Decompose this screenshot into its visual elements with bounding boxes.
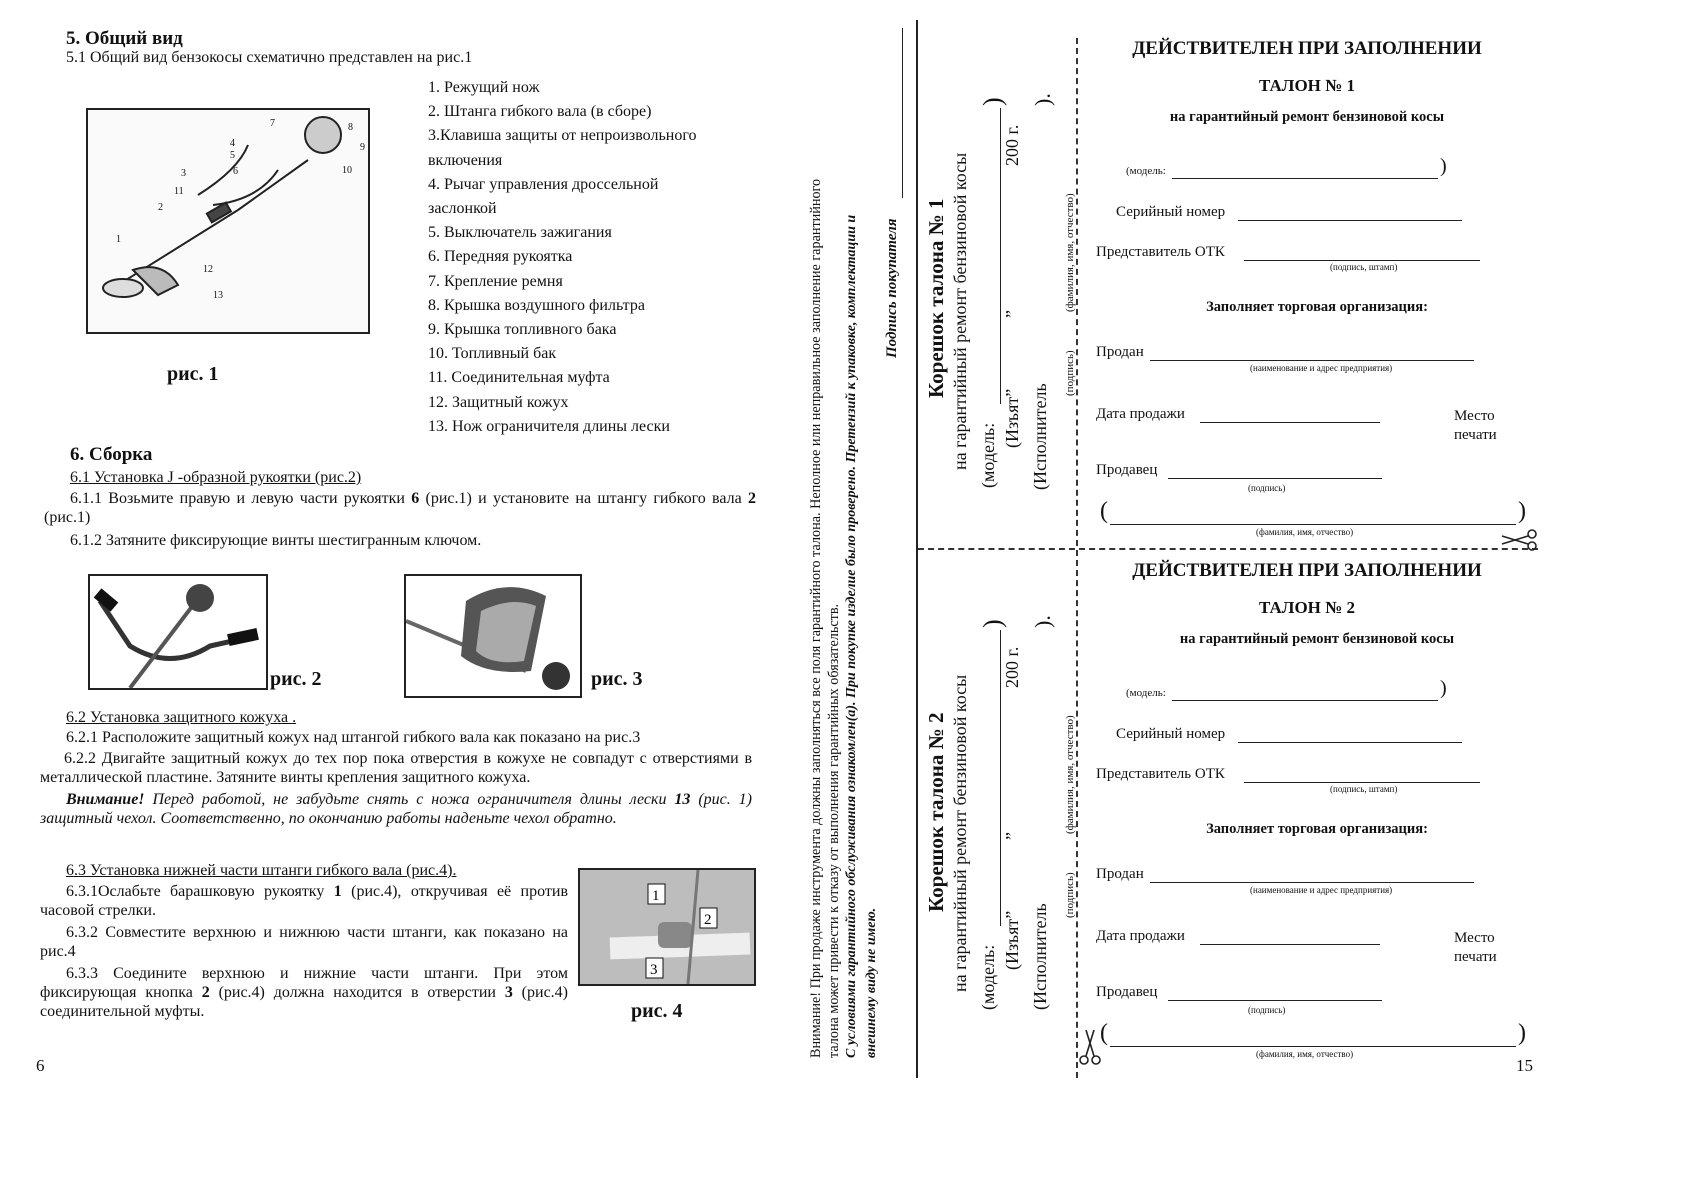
figure-4 — [578, 868, 756, 986]
coupon2-sold-label: Продан — [1096, 866, 1144, 882]
brushcutter-diagram — [88, 110, 368, 332]
stub1-model-label: (модель: — [978, 422, 998, 488]
notice-line-2: талона может привести к отказу от выполнения гарантийных обязательств. — [826, 603, 842, 1058]
scissors-icon — [1078, 1028, 1102, 1068]
stub1-executor: (Исполнитель — [1030, 383, 1050, 490]
coupon2-seller-label: Продавец — [1096, 984, 1158, 1000]
coupon2-fio-line — [1110, 1046, 1516, 1047]
stub1-title: Корешок талона № 1 — [924, 198, 948, 398]
paragraph-631: 6.3.1Ослабьте барашковую рукоятку 1 (рис.4), откручивая её против часовой стрелки. — [40, 883, 568, 919]
coupon1-model-close: ) — [1440, 155, 1447, 177]
coupon2-model-close: ) — [1440, 677, 1447, 699]
paragraph-633: 6.3.3 Соедините верхнюю и нижние части штанги. При этом фиксирующая кнопка 2 (рис.4) должна находится в отверстии 3 (рис.4) соединительной муфты. — [40, 965, 568, 1020]
stub1-name-hint: (фамилия, имя, отчество) — [1064, 193, 1076, 312]
coupon2-sold-hint: (наименование и адрес предприятия) — [1250, 885, 1393, 895]
list-item: 2. Штанга гибкого вала (в сборе) — [428, 103, 652, 121]
figure-2-caption: рис. 2 — [270, 668, 322, 690]
callout-10: 10 — [342, 165, 352, 176]
coupon-2 — [1080, 522, 1550, 1082]
section62-title: 6.2 Установка защитного кожуха . — [66, 709, 297, 726]
coupon1-fio-hint: (фамилия, имя, отчество) — [1256, 527, 1354, 537]
page-number-right: 15 — [1516, 1056, 1533, 1075]
coupon2-trade: Заполняет торговая организация: — [1206, 821, 1428, 837]
list-item: 4. Рычаг управления дроссельной — [428, 175, 659, 193]
callout-2: 2 — [158, 202, 163, 213]
callout-7: 7 — [270, 118, 275, 129]
coupon1-seller-label: Продавец — [1096, 462, 1158, 478]
coupon2-talon: ТАЛОН № 2 — [1259, 598, 1355, 617]
callout-13: 13 — [213, 290, 223, 301]
warning-paragraph: Внимание! Перед работой, не забудьте снять с ножа ограничителя длины лески 13 (рис. 1) защитный чехол. Соответственно, по окончанию работы наденьте чехол обратно. — [40, 791, 753, 827]
coupon1-seller-line — [1168, 478, 1382, 479]
callout-6: 6 — [233, 166, 238, 177]
guard-photo — [406, 576, 580, 696]
coupon1-model-line — [1172, 178, 1438, 179]
coupon2-otk-line — [1244, 782, 1480, 783]
figure-3-caption: рис. 3 — [591, 668, 643, 690]
callout-4: 4 — [230, 138, 235, 149]
stub2-sign-hint: (подпись) — [1064, 872, 1076, 918]
callout-3: 3 — [181, 168, 186, 179]
coupon1-sold-label: Продан — [1096, 344, 1144, 360]
stub1-subtitle: на гарантийный ремонт бензиновой косы — [950, 152, 970, 470]
coupon1-sold-line — [1150, 360, 1474, 361]
stub2-exec-close: ). — [1030, 615, 1055, 628]
stub1-year: 200 г. — [1002, 124, 1022, 166]
list-item: 10. Топливный бак — [428, 345, 557, 363]
notice-line-1: Внимание! При продаже инструмента должны заполняться все поля гарантийного талона. Неполное или неправильное заполнение гарантийного — [808, 178, 824, 1058]
stub1-quote: ” — [1002, 310, 1022, 318]
stub2-taken: (Изъят” — [1002, 910, 1022, 970]
stub1-taken: (Изъят” — [1002, 388, 1022, 448]
list-item: 11. Соединительная муфта — [428, 369, 610, 387]
coupon1-sold-hint: (наименование и адрес предприятия) — [1250, 363, 1393, 373]
stub1-model-close: ) — [978, 97, 1007, 106]
coupon1-serial-line — [1238, 220, 1462, 221]
stub2-subtitle: на гарантийный ремонт бензиновой косы — [950, 674, 970, 992]
coupon1-fio-close: ) — [1518, 498, 1526, 524]
coupon2-purpose: на гарантийный ремонт бензиновой косы — [1179, 631, 1455, 647]
figure-2 — [88, 574, 268, 690]
list-item: 13. Нож ограничителя длины лески — [428, 417, 670, 435]
list-item: 12. Защитный кожух — [428, 393, 569, 411]
callout-9: 9 — [360, 142, 365, 153]
handle-photo — [90, 576, 266, 688]
fig4-label-2: 2 — [704, 912, 712, 928]
coupon2-date-line — [1200, 944, 1380, 945]
list-item: 6. Передняя рукоятка — [428, 248, 573, 266]
coupon2-fio-open: ( — [1100, 1020, 1108, 1046]
stub2-title: Корешок талона № 2 — [924, 712, 948, 912]
stub2-model-label: (модель: — [978, 944, 998, 1010]
fig4-label-1: 1 — [652, 888, 660, 904]
coupon2-model-label: (модель: — [1126, 687, 1166, 699]
coupon1-talon: ТАЛОН № 1 — [1259, 76, 1355, 95]
coupon2-sold-line — [1150, 882, 1474, 883]
cut-line-vertical — [1076, 38, 1078, 1078]
stub2-model-line — [1000, 630, 1001, 926]
list-item: включения — [428, 151, 503, 169]
paragraph-632: 6.3.2 Совместите верхнюю и нижнюю части штанги, как показано на рис.4 — [40, 924, 568, 960]
callout-5: 5 — [230, 150, 235, 161]
coupon1-otk-line — [1244, 260, 1480, 261]
coupon1-serial-label: Серийный номер — [1116, 204, 1226, 220]
coupon2-seller-line — [1168, 1000, 1382, 1001]
paragraph-622: 6.2.2 Двигайте защитный кожух до тех пор пока отверстия в кожухе не совпадут с отверстиями в металлической пластине. Затяните винты крепления защитного кожуха. — [40, 750, 752, 786]
paragraph-611: 6.1.1 Возьмите правую и левую части рукоятки 6 (рис.1) и установите на штангу гибкого вала 2 (рис.1) — [44, 490, 756, 526]
callout-11: 11 — [174, 186, 184, 197]
list-item: 1. Режущий нож — [428, 79, 540, 96]
list-item: 9. Крышка топливного бака — [428, 321, 617, 339]
figure-1 — [86, 108, 370, 334]
buyer-signature-label: Подпись покупателя — [884, 218, 900, 358]
list-item: заслонкой — [428, 200, 497, 218]
coupon1-stamp1: Место — [1454, 408, 1495, 424]
coupon1-otk-hint: (подпись, штамп) — [1330, 262, 1398, 272]
list-item: 3.Клавиша защиты от непроизвольного — [428, 127, 697, 145]
paragraph-612: 6.1.2 Затяните фиксирующие винты шестигранным ключом. — [70, 532, 482, 549]
coupon2-seller-hint: (подпись) — [1248, 1005, 1286, 1015]
list-item: 7. Крепление ремня — [428, 272, 563, 290]
section5-intro: 5.1 Общий вид бензокосы схематично представлен на рис.1 — [66, 49, 473, 66]
callout-8: 8 — [348, 122, 353, 133]
list-item: 8. Крышка воздушного фильтра — [428, 296, 645, 314]
notice-line-3: С условиями гарантийного обслуживания ознакомлен(а). При покупке изделие было проверено. Претензий к упаковке, комплектации и — [844, 214, 859, 1058]
coupon2-valid: ДЕЙСТВИТЕЛЕН ПРИ ЗАПОЛНЕНИИ — [1132, 560, 1482, 581]
section6-title: 6. Сборка — [70, 444, 153, 465]
parts-list — [428, 76, 768, 439]
coupon1-fio-open: ( — [1100, 498, 1108, 524]
section61-title: 6.1 Установка J -образной рукоятки (рис.2) — [70, 469, 362, 486]
stub2-quote: ” — [1002, 832, 1022, 840]
coupon1-otk-label: Представитель ОТК — [1096, 244, 1225, 260]
coupon2-fio-hint: (фамилия, имя, отчество) — [1256, 1049, 1354, 1059]
fig4-label-3: 3 — [650, 962, 658, 978]
stub1-sign-hint: (подпись) — [1064, 350, 1076, 396]
figure-3 — [404, 574, 582, 698]
coupon1-date-label: Дата продажи — [1096, 406, 1185, 422]
coupon1-valid: ДЕЙСТВИТЕЛЕН ПРИ ЗАПОЛНЕНИИ — [1132, 38, 1482, 59]
coupon2-serial-line — [1238, 742, 1462, 743]
coupon2-date-label: Дата продажи — [1096, 928, 1185, 944]
coupon2-stamp2: печати — [1454, 949, 1497, 965]
coupon1-trade: Заполняет торговая организация: — [1206, 299, 1428, 315]
section63-title: 6.3 Установка нижней части штанги гибкого вала (рис.4). — [66, 862, 457, 879]
coupon1-seller-hint: (подпись) — [1248, 483, 1286, 493]
stub2-year: 200 г. — [1002, 646, 1022, 688]
coupon1-model-label: (модель: — [1126, 165, 1166, 177]
coupon2-fio-close: ) — [1518, 1020, 1526, 1046]
coupon1-date-line — [1200, 422, 1380, 423]
shaft-photo — [580, 870, 754, 984]
stub1-exec-close: ). — [1030, 93, 1055, 106]
coupon2-otk-label: Представитель ОТК — [1096, 766, 1225, 782]
coupon1-purpose: на гарантийный ремонт бензиновой косы — [1169, 109, 1445, 125]
section5-title: 5. Общий вид — [66, 28, 183, 49]
buyer-signature-line — [902, 28, 903, 198]
list-item: 5. Выключатель зажигания — [428, 224, 612, 242]
coupon2-stamp1: Место — [1454, 930, 1495, 946]
stub2-name-hint: (фамилия, имя, отчество) — [1064, 715, 1076, 834]
stub2-executor: (Исполнитель — [1030, 903, 1050, 1010]
coupon2-model-line — [1172, 700, 1438, 701]
page-number-left: 6 — [36, 1056, 45, 1075]
callout-1: 1 — [116, 234, 121, 245]
callout-12: 12 — [203, 264, 213, 275]
stub2-model-close: ) — [978, 619, 1007, 628]
notice-line-4: внешнему виду не имею. — [864, 907, 879, 1058]
figure-4-caption: рис. 4 — [631, 1000, 683, 1022]
figure-1-caption: рис. 1 — [167, 363, 219, 385]
coupon1-stamp2: печати — [1454, 427, 1497, 443]
stub1-model-line — [1000, 108, 1001, 404]
coupon-1 — [1080, 0, 1550, 548]
paragraph-621: 6.2.1 Расположите защитный кожух над штангой гибкого вала как показано на рис.3 — [66, 729, 641, 746]
coupon2-otk-hint: (подпись, штамп) — [1330, 784, 1398, 794]
coupon2-serial-label: Серийный номер — [1116, 726, 1226, 742]
